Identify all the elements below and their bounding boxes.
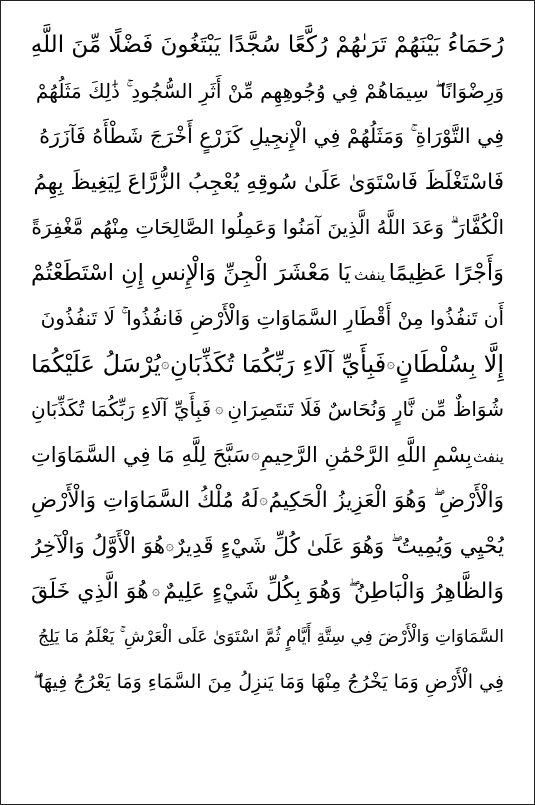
text-line bbox=[31, 615, 504, 661]
ayah-separator-icon: ۞ bbox=[161, 355, 170, 372]
verse-text: وَالْأَرْضِ ۖ وَهُوَ الْعَزِيزُ الْحَكِيمُ bbox=[268, 488, 504, 514]
ayah-separator-icon: ۞ bbox=[165, 537, 174, 554]
text-line bbox=[31, 160, 504, 206]
verse-text: وَرِضْوَانًا ۖ سِيمَاهُمْ فِي وُجُوهِهِم مِّنْ أَثَرِ السُّجُودِ ۚ ذَٰلِكَ مَثَلُهُمْ bbox=[35, 78, 504, 103]
verse-text: فِي الْأَرْضِ وَمَا يَخْرُجُ مِنْهَا وَمَا يَنزِلُ مِنَ السَّمَاءِ وَمَا يَعْرُجُ فِيهَا ۖ bbox=[33, 671, 504, 694]
verse-text: يَا مَعْشَرَ الْجِنِّ وَالْإِنسِ إِنِ اسْتَطَعْتُمْ bbox=[31, 259, 351, 286]
text-line bbox=[31, 569, 504, 615]
text-line bbox=[31, 69, 504, 115]
text-line bbox=[31, 478, 504, 524]
ayah-separator-icon: ۞ bbox=[151, 583, 161, 600]
verse-text: سَبَّحَ لِلَّهِ مَا فِي السَّمَاوَاتِ bbox=[31, 442, 251, 467]
verse-text: لَهُ مُلْكُ السَّمَاوَاتِ وَالْأَرْضِ bbox=[31, 488, 259, 514]
text-line bbox=[31, 205, 504, 251]
verse-text: فَبِأَيِّ آلَاءِ رَبِّكُمَا تُكَذِّبَانِ bbox=[169, 349, 387, 378]
text-line bbox=[31, 342, 504, 388]
verse-text: فَاسْتَغْلَظَ فَاسْتَوَىٰ عَلَىٰ سُوقِهِ يُعْجِبُ الزُّرَّاعَ لِيَغِيظَ بِهِمُ bbox=[33, 169, 504, 195]
text-line bbox=[31, 251, 504, 297]
verse-text: شُوَاظٌ مِّن نَّارٍ وَنُحَاسٌ فَلَا تَنتَصِرَانِ bbox=[227, 397, 504, 422]
ayah-separator-icon: ۞ bbox=[386, 355, 395, 372]
verse-text: السَّمَاوَاتِ وَالْأَرْضَ فِي سِتَّةِ أَيَّامٍ ثُمَّ اسْتَوَىٰ عَلَى الْعَرْشِ ۚ يَعْلَمُ مَا يَلِجُ bbox=[38, 626, 504, 647]
verse-text: وَأَجْرًا عَظِيمًا bbox=[388, 259, 504, 286]
verse-text: الْكُفَّارَ ۗ وَعَدَ اللَّهُ الَّذِينَ آمَنُوا وَعَمِلُوا الصَّالِحَاتِ مِنْهُم مَّغْفِرَةً bbox=[31, 215, 504, 240]
verse-text: أَن تَنفُذُوا مِنْ أَقْطَارِ السَّمَاوَاتِ وَالْأَرْضِ فَانفُذُوا ۚ لَا تَنفُذُونَ bbox=[40, 306, 504, 331]
verse-text: يُحْيِي وَيُمِيتُ ۖ وَهُوَ عَلَىٰ كُلِّ شَيْءٍ قَدِيرٌ bbox=[174, 533, 504, 559]
text-line bbox=[31, 433, 504, 479]
marginal-note: ينفث bbox=[472, 447, 504, 466]
marginal-note: ينفث bbox=[354, 265, 386, 284]
text-line bbox=[31, 114, 504, 160]
ayah-separator-icon: ۞ bbox=[251, 446, 260, 463]
verse-text: وَالظَّاهِرُ وَالْبَاطِنُ ۖ وَهُوَ بِكُلِّ شَيْءٍ عَلِيمٌ bbox=[163, 579, 504, 605]
text-line bbox=[31, 387, 504, 433]
text-line bbox=[31, 23, 504, 69]
verse-text: بِسْمِ اللَّهِ الرَّحْمَٰنِ الرَّحِيمِ bbox=[260, 442, 472, 467]
text-line bbox=[31, 660, 504, 706]
verse-text: يُرْسَلُ عَلَيْكُمَا bbox=[31, 349, 161, 378]
verse-text: إِلَّا بِسُلْطَانٍ bbox=[395, 349, 504, 378]
verse-text: هُوَ الَّذِي خَلَقَ bbox=[31, 579, 149, 605]
text-line bbox=[31, 296, 504, 342]
verse-text: رُحَمَاءُ بَيْنَهُمْ تَرَىٰهُمْ رُكَّعًا سُجَّدًا يَبْتَغُونَ فَضْلًا مِّنَ اللَّهِ bbox=[31, 32, 504, 59]
verse-text: هُوَ الْأَوَّلُ وَالْآخِرُ bbox=[31, 533, 166, 559]
quran-text-block bbox=[31, 23, 504, 706]
ayah-separator-icon: ۞ bbox=[215, 401, 224, 418]
text-line bbox=[31, 524, 504, 570]
verse-text: فَبِأَيِّ آلَاءِ رَبِّكُمَا تُكَذِّبَانِ bbox=[31, 397, 212, 422]
ayah-separator-icon: ۞ bbox=[259, 492, 268, 509]
verse-text: فِي التَّوْرَاةِ ۚ وَمَثَلُهُمْ فِي الْإِنجِيلِ كَزَرْعٍ أَخْرَجَ شَطْأَهُ فَآزَرَهُ bbox=[39, 124, 504, 149]
